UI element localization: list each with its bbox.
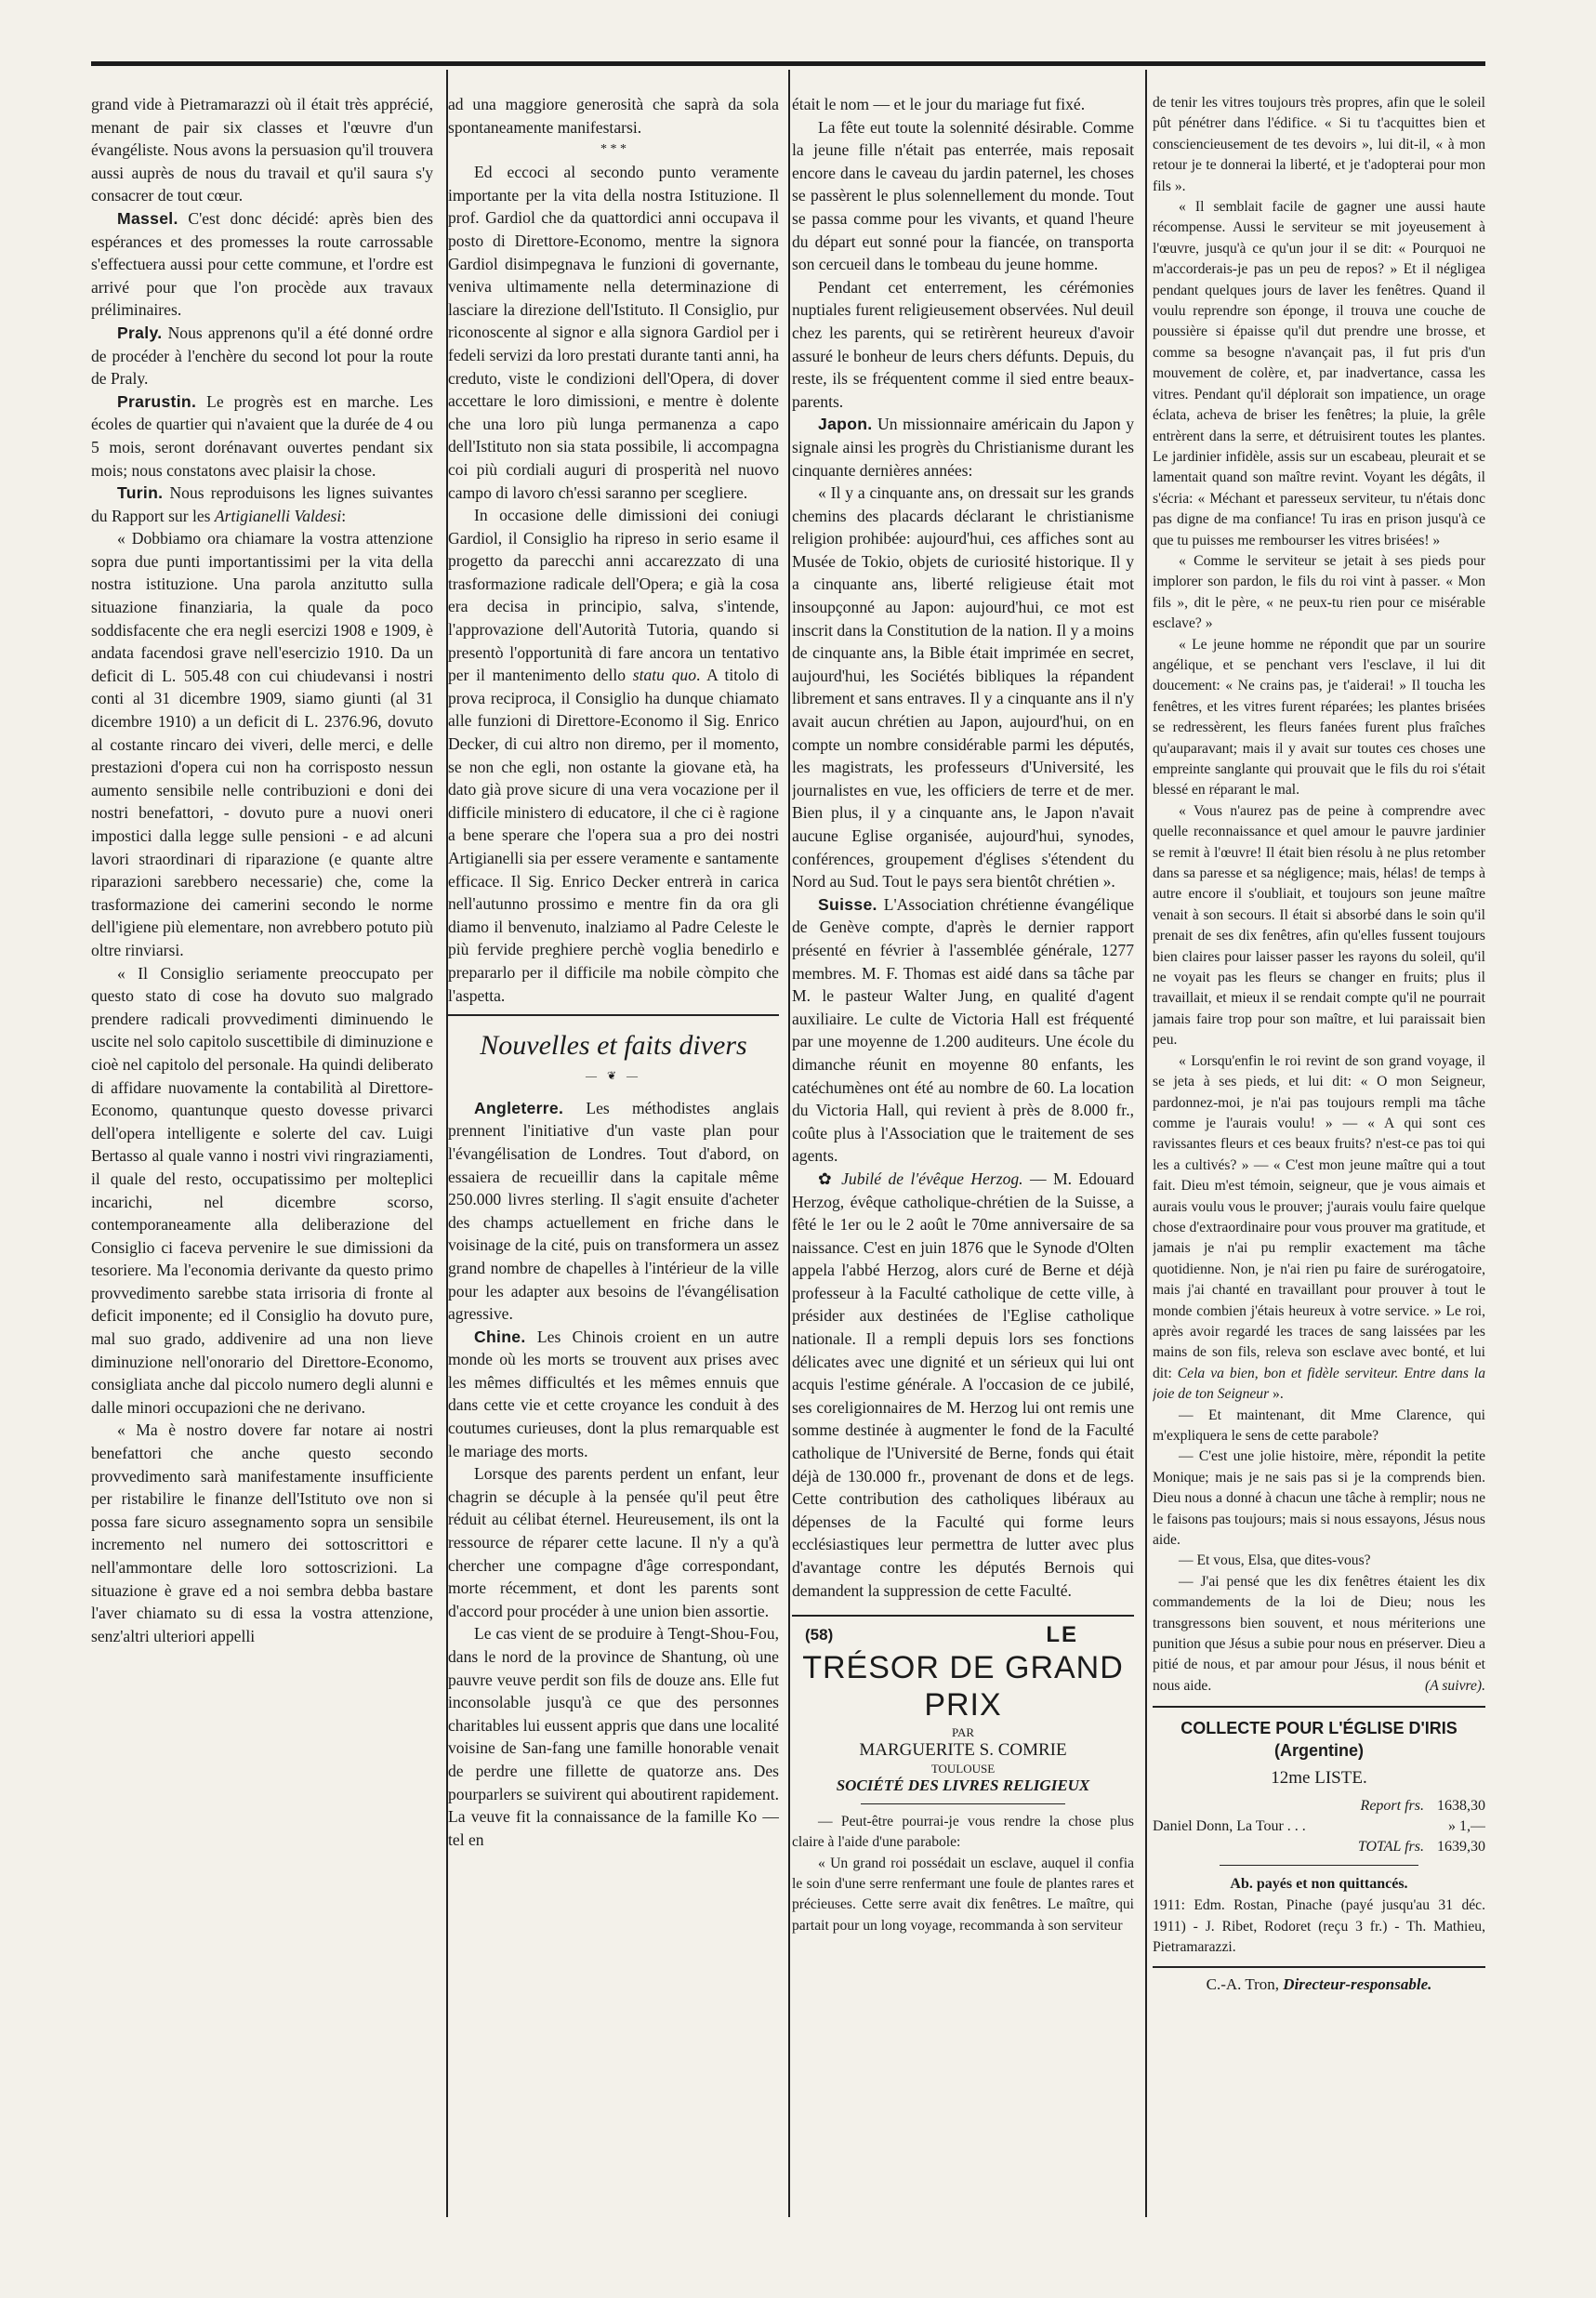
byline-par: PAR	[951, 1724, 975, 1739]
paragraph: « Dobbiamo ora chiamare la vostra attenzione sopra due punti importantissimi per la vita della nostra istituzione. Una parola anzitutto sulla situazione finanziaria, la quale da poco soddisfacente che era negli esercizi 1908 e 1909, è andata facendosi grave nell'esercizio 1910. Da un deficit di L. 505.48 con cui chiudevansi i nostri conti al 31 dicembre 1909, siamo giunti (al 31 dicembre 1910) a un deficit di L. 2376.96, dovuto al costante rincaro dei viveri, delle merci, e delle prestazioni d'opera cui non ha corrisposto nessun aumento sensibile nelle contribuzioni e doni dei nostri benefattori, - dovuto pure a nuovi oneri impostici dalla legge sulle pensioni - e ad alcuni lavori straordinari di riparazione (e quante altre riparazioni sarebbero necessarie) che, come la trasformazione dei camerini secondo le norme dell'igiene più elementare, non avrebbero potuto più oltre rinviarsi.	[91, 529, 433, 959]
director-name: C.-A. Tron,	[1206, 1974, 1280, 1993]
paragraph-text: Le progrès est en marche. Les écoles de quartier qui n'avaient que la durée de 4 ou 5 mois, seront dorénavant ouvertes pendant six mois; nous constatons avec plaisir la chose.	[91, 391, 433, 480]
report-title: Artigianelli Valdesi	[214, 506, 342, 525]
column-2	[448, 93, 779, 1851]
row-value: 1638,30	[1437, 1797, 1485, 1814]
continuation-note: (A suivre).	[1425, 1677, 1485, 1694]
paragraph: « Il Consiglio seriamente preoccupato per questo stato di cose ha dovuto suo malgrado prendere radicali provvedimenti diminuendo le uscite nel solo capitolo suscettibile di diminuzione e cioè nel capitolo del personale. Ha quindi deliberato di affidare nuovamente la contabilità al Direttore-Economo, quantunque questo dovesse privarci dell'opera intelligente e solerte del cav. Luigi Bertasso al quale vanno i nostri vivi ringraziamenti, il quale del resto, occupatissimo per molteplici incarichi, nel dicembre scorso, contemporaneamente alla deliberazione del Consiglio ci faceva pervenire le sue dimissioni da tesoriere. Ma l'economia derivante da questo primo provvedimento sarebbe stata irrisoria di fronte al deficit imponente; ed il Consiglio ha dovuto pure, mal suo grado, addivenire ad una non lieve diminuzione nell'onorario del Direttore-Economo, consigliata anche dal piccolo numero degli alunni e dalle minori occupazioni che ne derivano.	[91, 963, 433, 1417]
publisher-city: TOULOUSE	[930, 1761, 996, 1776]
paragraph-text: « Lorsqu'enfin le roi revint de son grand voyage, il se jeta à ses pieds, et lui dit: « O mon Seigneur, pardonnez-moi, je n'ai pas toujours rempli ma tâche comme je l'aurais voulu! » — « A qui sont ces ravissantes fleurs et ces beaux fruits? n'est-ce pas toi qui les a cultivés? » — « C'est mon jeune maître qui a tout fait. Dieu m'est témoin, seigneur, que je vous aimais et aurais voulu vous le prouver; j'aurais voulu faire quelque chose d'extraordinaire pour vous prouver ma gratitude, et jamais je n'ai pu remplir exactement ma tâche quotidienne. Non, je n'ai rien pu faire de surérogatoire, mais j'ai chanté en travaillant pour prouver à tout le monde combien j'étais heureux à votre service. » Le roi, après avoir regardé les traces de sang laissées par les mains de son fils, releva son esclave avec bonté, et lui dit:	[1153, 1052, 1485, 1381]
paragraph: de tenir les vitres toujours très propres, afin que le soleil pût pénétrer dans l'édifice. « Si tu t'acquittes bien et consciencieusement de tes devoirs », lui dit-il, « à mon retour je te donnerai la liberté, et je t'adopterai pour mon fils ».	[1153, 95, 1485, 194]
row-value: 1639,30	[1437, 1838, 1485, 1855]
paragraph: — C'est une jolie histoire, mère, répondit la petite Monique; mais je ne sais pas si je la comprends bien. Dieu nous a donné à chacun une tâche à remplir; nous ne le faisons pas toujours; mais si nous essayons, Jésus nous aide.	[1153, 1448, 1485, 1549]
paragraph	[91, 390, 433, 482]
paragraph: grand vide à Pietramarazzi où il était très apprécié, menant de pair six classes et l'œuvre d'un évangéliste. Nous avons la persuasion qu'il trouvera aussi auprès de nous du travail et qu'il saura s'y consacrer de tout cœur.	[91, 95, 433, 205]
paragraph: « Il y a cinquante ans, on dressait sur les grands chemins des placards déclarant le christianisme religion prohibée: aujourd'hui, ces affiches sont au Musée de Tokio, objets de curiosité historique. Il y a cinquante ans, liberté religieuse était mot insoupçonné au Japon: aujourd'hui, ce mot est inscrit dans la Constitution de la nation. Il y a moins de cinquante ans, la Bible était imprimée en secret, aujourd'hui, les Sociétés bibliques la répandent librement et sans entraves. Il y a cinquante ans il n'y avait aucun chrétien au Japon, aujourd'hui, on en compte un nombre considérable parmi les députés, les magistrats, les professeurs d'Université, les journalistes en vue, les officiers de terre et de mer. Bien plus, il y a cinquante ans, le Japon n'avait aucune Eglise organisée, aujourd'hui, synodes, conférences, groupement d'églises s'étendent du Nord au Sud. Tout le pays sera bientôt chrétien ».	[792, 483, 1134, 891]
column-4	[1153, 93, 1485, 1996]
column-rule	[788, 70, 790, 2217]
place-heading: Prarustin.	[117, 391, 197, 411]
paragraph: « Vous n'aurez pas de peine à comprendre avec quelle reconnaissance et quel amour le pauvre jardinier se remit à l'œuvre! Il était bien résolu à ne plus retomber dans sa paresse et sa négligence; mais, hélas! de temps à autre encore il s'oubliait, et toujours son jeune maître venait à son secours. Il était si absorbé dans le soin qu'il prenait de ses dix fenêtres, afin qu'elles fussent toujours bien claires pour laisser passer les rayons du soleil, qu'il ne voyait pas les fleurs se changer en fruits; plus il travaillait, et mieux il se rendait compte qu'il ne pourrait jamais faire trop pour son maître, et lui paraissait bien peu.	[1153, 802, 1485, 1049]
feuilleton-article: LE	[1046, 1622, 1078, 1648]
paragraph-text: . A titolo di prova reciproca, il Consiglio ha dunque chiamato alle funzioni di Direttore-Economo il Sig. Enrico Decker, di cui altro non diremo, per il momento, se non che egli, non ostante la giovane età, ha dato già prove sicure di una vera vocazione per il difficile ministero di educatore, il che ci è ragione a bene sperare che l'opera sua a pro dei nostri Artigianelli sia per essere veramente e santamente efficace. Il Sig. Enrico Decker entrerà in carica nell'autunno prossimo e mentre fin da ora gli diamo il benvenuto, inalziamo al Padre Celeste le più fervide preghiere perchè voglia benedirlo e prepararlo per il difficile ma nobile còmpito che l'aspetta.	[448, 666, 779, 1005]
signature-line	[1153, 1966, 1485, 1997]
paragraph: « Comme le serviteur se jetait à ses pieds pour implorer son pardon, le fils du roi vint à passer. « Mon fils », dit le père, « ne peux-tu rien pour ce misérable esclave? »	[1153, 552, 1485, 632]
paragraph: Pendant cet enterrement, les cérémonies nuptiales furent religieusement observées. Nul deuil chez les parents, qui se retirèrent heureux d'avoir assuré le bonheur de leurs chers défunts. Depuis, du reste, ils se fréquentent comme il sied entre beaux-parents.	[792, 277, 1134, 411]
place-heading: Turin.	[117, 483, 164, 503]
paragraph	[1153, 1572, 1485, 1697]
ornament-icon: — ❦ —	[585, 1069, 642, 1083]
paragraph: — Et maintenant, dit Mme Clarence, qui m'expliquera le sens de cette parabole?	[1153, 1407, 1485, 1444]
row-label: Daniel Donn, La Tour . . .	[1153, 1817, 1306, 1834]
row-value: » 1,—	[1448, 1817, 1485, 1834]
paragraph: La fête eut toute la solennité désirable. Comme la jeune fille n'était pas enterrée, mais reposait encore dans le caveau du jardin paternel, les choses se passèrent le plus solennellement du monde. Tout se passa comme pour les vivants, et quand l'heure du départ eut sonné pour la fiancée, on transporta son cercueil dans le tombeau du jeune homme.	[792, 117, 1134, 274]
row-label: Report frs.	[1360, 1797, 1424, 1814]
paragraph-text: Nous apprenons qu'il a été donné ordre de procéder à l'enchère du second lot pour la route de Praly.	[91, 323, 433, 389]
row-label: TOTAL frs.	[1357, 1838, 1424, 1855]
paragraph	[91, 207, 433, 322]
paragraph-text: ».	[1269, 1386, 1284, 1403]
place-heading: Suisse.	[818, 894, 877, 914]
place-heading: Angleterre.	[474, 1098, 564, 1117]
place-heading: Japon.	[818, 415, 873, 434]
paragraph-text: L'Association chrétienne évangélique de Genève compte, d'après le dernier rapport présenté en février à l'assemblée générale, 1277 membres. M. F. Thomas est aidé dans sa tâche par M. le pasteur Walter Jung, en qualité d'agent auxiliaire. Le culte de Victoria Hall est fréquenté par une moyenne de 1.200 auditeurs. Une école du dimanche réunit en moyenne 80 enfants, les catéchumènes ont été au nombre de 60. La location du Victoria Hall, qui revient à près de 8.000 fr., coûte plus à l'Association que le traitement de ses agents.	[792, 894, 1134, 1166]
subscriptions-list: 1911: Edm. Rostan, Pinache (payé jusqu'au 31 déc. 1911) - J. Ribet, Rodoret (reçu 3 fr.) - Th. Mathieu, Pietramarazzi.	[1153, 1897, 1485, 1956]
bullet-icon: ✿	[818, 1169, 842, 1188]
paragraph-text: Les Chinois croient en un autre monde où les morts se trouvent aux prises avec les mêmes difficultés et les mêmes ennuis que dans cette vie et cette croyance les conduit à des coutumes curieuses, dont la plus remarquable est le mariage des morts.	[448, 1327, 779, 1460]
paragraph	[91, 482, 433, 527]
donation-row	[1153, 1816, 1485, 1837]
column-rule	[1145, 70, 1147, 2217]
paragraph-text: C'est donc décidé: après bien des espérances et des promesses la route carrossable s'effectuera aussi pour cette commune, et l'ordre est arrivé pour que l'on procède aux travaux préliminaires.	[91, 208, 433, 320]
paragraph-text: Nous reproduisons les lignes suivantes du Rapport sur les	[91, 483, 433, 525]
total-row	[1153, 1837, 1485, 1857]
paragraph: « Un grand roi possédait un esclave, auquel il confia le soin d'une serre renfermant une foule de plantes rares et précieuses. Cette serre avait dix fenêtres. Le maître, qui partait pour un long voyage, recommanda à son serviteur	[792, 1855, 1134, 1934]
paragraph	[792, 893, 1134, 1168]
paragraph-text: Un missionnaire américain du Japon y signale ainsi les progrès du Christianisme durant les cinquante dernières années:	[792, 415, 1134, 480]
quotation: Cela va bien, bon et fidèle serviteur. Entre dans la joie de ton Seigneur	[1153, 1365, 1485, 1403]
section-title: Nouvelles et faits divers	[448, 1014, 779, 1063]
publisher-name: SOCIÉTÉ DES LIVRES RELIGIEUX	[836, 1776, 1090, 1794]
top-rule	[91, 61, 1485, 66]
paragraph: était le nom — et le jour du mariage fut fixé.	[792, 95, 1086, 113]
report-row	[1153, 1796, 1485, 1816]
paragraph: « Il semblait facile de gagner une aussi haute récompense. Aussi le serviteur se mit joyeusement à l'œuvre, jusqu'à ce qu'un jour il se dit: « Pourquoi ne m'accorderais-je pas un peu de repos? » Et il négligea pendant quelques jours de laver les fenêtres. Quand il voulu reprendre son éponge, il trouva une couche de poussière si épaisse qu'il dut prendre une brosse, et comme sa besogne n'avançait pas, il fut pris d'un mouvement de colère, et, par inadvertance, cassa les vitres. Pendant qu'il déplorait son impatience, un orage éclata, acheva de briser les fenêtres; la pluie, la grêle entrèrent dans la serre, et détruisirent toutes les plantes. Le jardinier infidèle, assis sur un escabeau, pleurait et se lamentait quand son maître revint. Voyant les dégâts, il s'écria: « Méchant et paresseux serviteur, tu n'étais donc pas digne de ma confiance! Tu iras en prison jusqu'à ce que tu puisses me rembourser les vitres brisées! »	[1153, 199, 1485, 548]
paragraph: — Peut-être pourrai-je vous rendre la chose plus claire à l'aide d'une parabole:	[792, 1813, 1134, 1851]
paragraph: ad una maggiore generosità che saprà da sola spontaneamente manifestarsi.	[448, 95, 779, 137]
paragraph	[792, 1168, 1134, 1602]
paragraph	[792, 413, 1134, 482]
list-number: 12me LISTE.	[1271, 1768, 1367, 1789]
column-1	[91, 93, 433, 1647]
author-name: MARGUERITE S. COMRIE	[859, 1739, 1067, 1760]
place-heading: Praly.	[117, 323, 163, 342]
divider	[792, 1615, 1134, 1617]
paragraph: « Ma è nostro dovere far notare ai nostri benefattori che anche questo secondo provvedimento sarà manifestamente insufficiente per ristabilire le finanze dell'Istituto ove non si possa fare sicuro assegnamento sopra un sensibile incremento nel numero dei sottoscrittori e nell'ammontare delle loro sottoscrizioni. La situazione è grave ed a noi sembra debba bastare l'aver chiamato su di essa la vostra attenzione, senz'altri ulteriori appelli	[91, 1420, 433, 1645]
paragraph	[448, 504, 779, 1007]
paragraph-text: :	[341, 506, 347, 525]
installment-number: (58)	[805, 1626, 834, 1644]
paragraph-text: Les méthodistes anglais prennent l'initiative d'un vaste plan pour l'évangélisation de Londres. Tout d'abord, on essaiera de recueillir dans la capitale même 250.000 livres sterling. Il s'agit ensuite d'acheter des champs actuellement en friche dans le voisinage de la cité, puis on transformera un assez grand nombre de chapelles à l'intérieur de la ville pour les adapter aux besoins de l'évangélisation agressive.	[448, 1098, 779, 1324]
paragraph	[91, 322, 433, 390]
section-stars: * * *	[600, 142, 627, 157]
paragraph: Lorsque des parents perdent un enfant, leur chagrin se décuple à la pensée qu'il peut être réduit au célibat éternel. Heureusement, ils ont la ressource de réparer cette lacune. Il n'y a qu'à chercher une compagne d'âge correspondant, morte récemment, et dont les parents sont d'accord pour procéder à une union bien assortie.	[448, 1464, 779, 1620]
collecte-heading: COLLECTE POUR L'ÉGLISE D'IRIS (Argentine)	[1153, 1706, 1485, 1762]
director-title: Directeur-responsable.	[1283, 1974, 1432, 1993]
paragraph-text: — J'ai pensé que les dix fenêtres étaient les dix commandements de la loi de Dieu; nous les transgressons bien souvent, et nous mériterions une punition que Jésus a subie pour nous en préserver. Dieu a pitié de nous, et par amour pour Jésus, il nous bénit et nous aide.	[1153, 1573, 1485, 1694]
feuilleton-title: TRÉSOR DE GRAND PRIX	[802, 1649, 1124, 1723]
paragraph	[1153, 1051, 1485, 1406]
feuilleton-header	[792, 1624, 1134, 1647]
paragraph	[448, 1326, 779, 1463]
divider	[1220, 1865, 1419, 1866]
divider	[861, 1803, 1066, 1804]
paragraph: Ed eccoci al secondo punto veramente importante per la vita della nostra Istituzione. Il prof. Gardiol che da quattordici anni occupava il posto di Direttore-Economo, mentre la signora Gardiol disimpegnava le funzioni di governante, veniva ultimamente nella determinazione di lasciare la direzione dell'Istituto. Il Consiglio, pur riconoscente al signor e alla signora Gardiol per i fedeli servizi da loro prestati durante tanti anni, ha creduto, viste le condizioni dell'Opera, di dover accettare le loro dimissioni, e mentre è dolente che una loro più lunga permanenza a capo dell'Istituto non sia stata possibile, li accompagna coi più cordiali auguri di prosperità nel nuovo campo di lavoro ch'essi saranno per scegliere.	[448, 163, 779, 502]
place-heading: Massel.	[117, 208, 178, 228]
paragraph-text: — M. Edouard Herzog, évêque catholique-chrétien de la Suisse, a fêté le 1er ou le 2 août le 70me anniversaire de sa naissance. C'est en juin 1876 que le Synode d'Olten appela l'abbé Herzog, alors curé de Berne et déjà professeur à la Faculté catholique de cette ville, à présider aux destinées de l'Eglise catholique nationale. Il a rempli depuis lors ses fonctions délicates avec une dignité et un sérieux qui lui ont acquis l'estime générale. A l'occasion de ce jubilé, ses coreligionnaires de M. Herzog lui ont remis une somme destinée à augmenter le fond de la Faculté catholique de l'Université de Berne, fonds qui était déjà de 130.000 fr., provenant de dons et de legs. Cette contribution des catholiques libéraux au dépenses de la Faculté qui forme leurs ecclésiastiques leur permettra de lutter avec plus d'avantage contre les députés Bernois qui demandent la suppression de cette Faculté.	[792, 1169, 1134, 1600]
column-3	[792, 93, 1134, 1936]
paragraph	[448, 1097, 779, 1326]
latin-phrase: statu quo	[632, 666, 696, 685]
item-heading: Jubilé de l'évêque Herzog.	[841, 1169, 1023, 1188]
paragraph: — Et vous, Elsa, que dites-vous?	[1179, 1552, 1371, 1569]
subscriptions-heading: Ab. payés et non quittancés.	[1230, 1875, 1408, 1892]
paragraph-text: In occasione delle dimissioni dei coniugi Gardiol, il Consiglio ha ripreso in serio esame il progetto da parecchi anni accarezzato di una trasformazione radicale dell'Opera; e già la cosa era decisa in principio, salva, s'intende, l'approvazione dell'Autorità Tutoria, quando si presentò l'opportunità di fare ancora un tentativo per il mantenimento dello	[448, 506, 779, 685]
place-heading: Chine.	[474, 1327, 526, 1346]
paragraph: Le cas vient de se produire à Tengt-Shou-Fou, dans le nord de la province de Shantung, où une pauvre veuve perdit son fils de douze ans. Elle fut inconsolable jusqu'à ce que des personnes charitables lui eussent appris que dans une localité voisine de San-fang une famille honorable venait de perdre une fillette de quatorze ans. Des pourparlers se suivirent qui aboutirent rapidement. La veuve fit la connaissance de la famille Ko — tel en	[448, 1624, 779, 1849]
paragraph: « Le jeune homme ne répondit que par un sourire angélique, et se penchant vers l'esclave, il lui dit doucement: « Ne crains pas, je t'aiderai! » Il toucha les fenêtres, et les vitres furent réparées; les plantes brisées se redressèrent, les fleurs fanées furent plus fraîches qu'auparavant; mais il y avait sur toutes ces choses une empreinte sanglante qui prouvait que le fils du roi s'était blessé en réparant le mal.	[1153, 636, 1485, 799]
